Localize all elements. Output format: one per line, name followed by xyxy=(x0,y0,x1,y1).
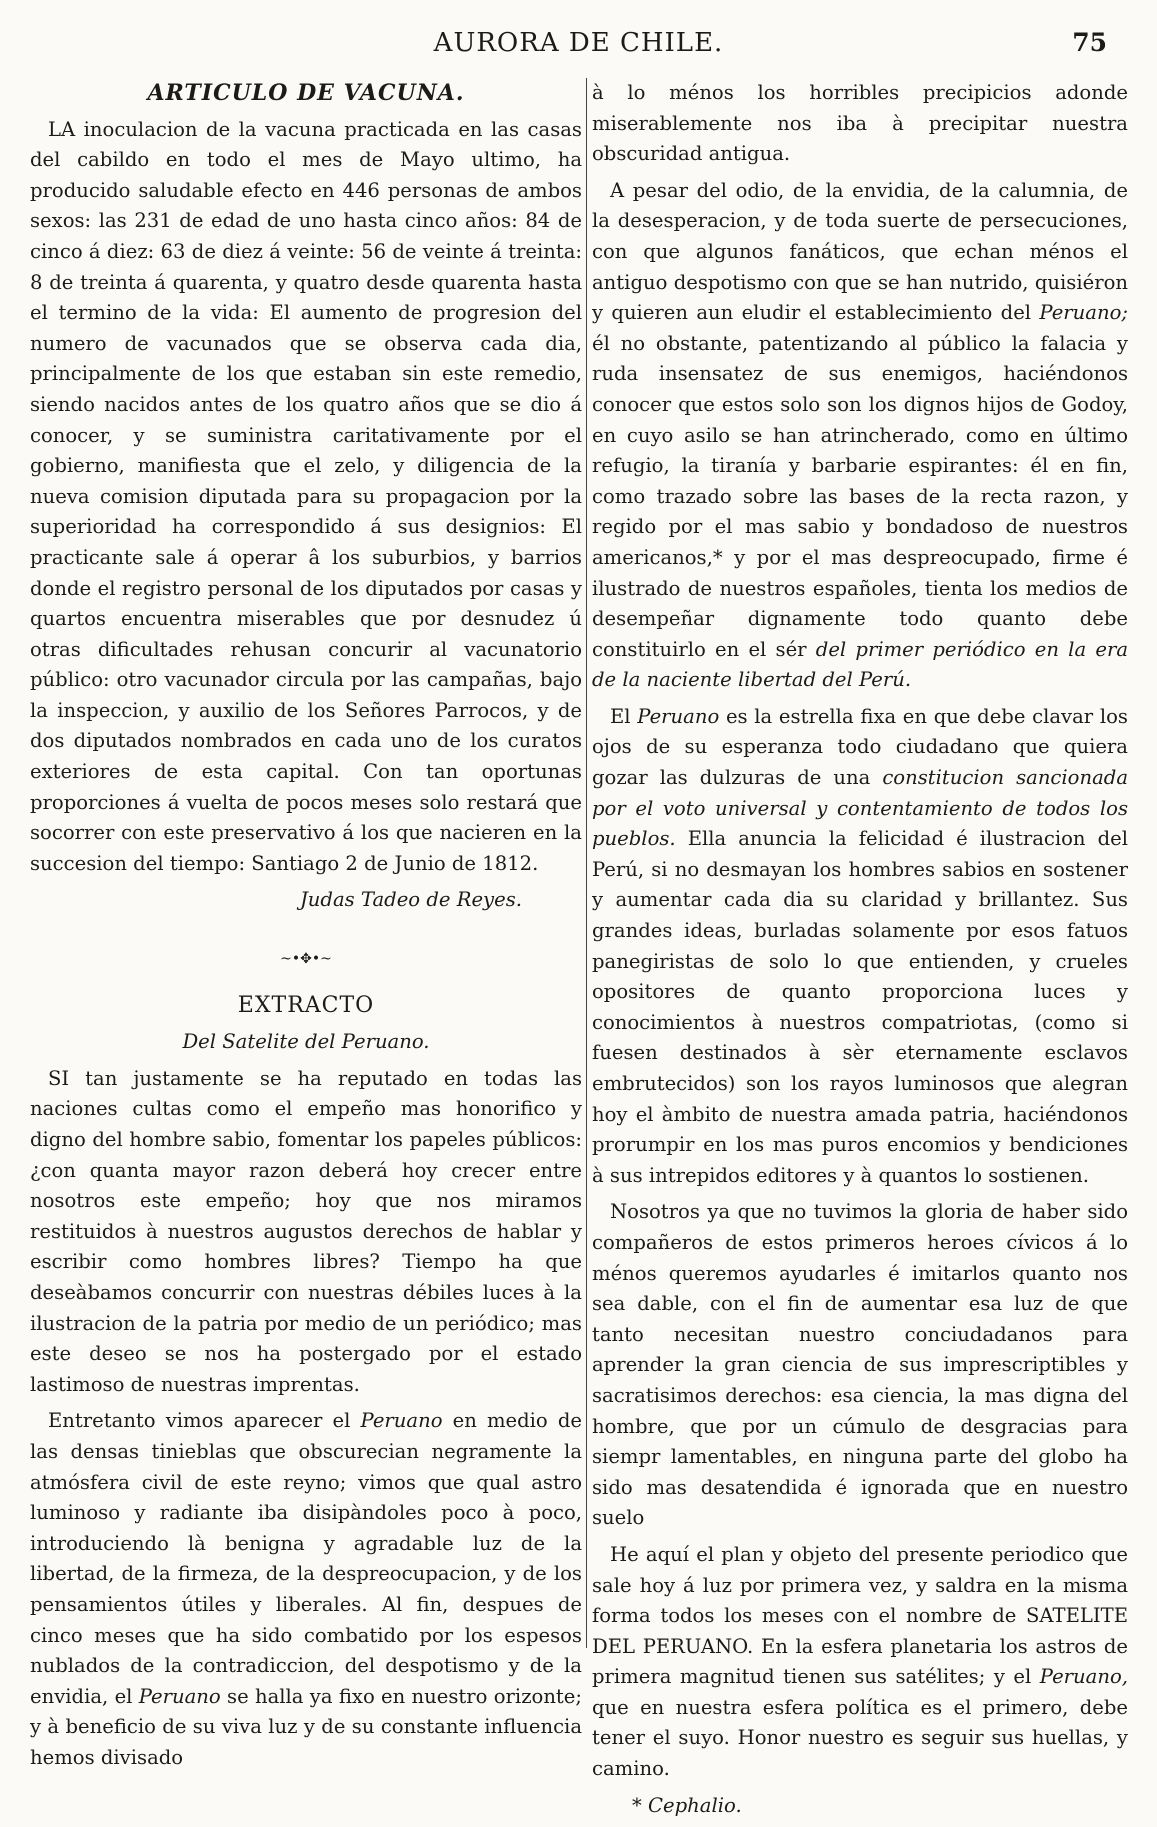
text-run: es la estrella fixa en que debe clavar los ojos de su esperanza todo ciudadano que quiera gozar las dulzuras de una xyxy=(592,704,1128,790)
extract-paragraph-1: SI tan justamente se ha reputado en todas las naciones cultas como el empeño mas honorifico y digno del hombre sabio, fomentar los papeles públicos: ¿con quanta mayor razon deberá hoy crecer entre nosotros este empeño; hoy que nos miramos restituidos à nuestros augustos derechos de hablar y escribir como hombres libres? Tiempo ha que deseàbamos concurrir con nuestras débiles luces à la ilustracion de la patria por medio de un periódico; mas este deseo se nos ha postergado por el estado lastimoso de nuestras imprentas. xyxy=(30,1066,582,1396)
right-paragraph-1 xyxy=(592,176,1128,696)
text-run: A pesar del odio, de la envidia, de la calumnia, de la desesperacion, y de toda suerte de persecuciones, con que algunos fanáticos, que echan ménos el antiguo despotismo con que se han nutrido, quisiéron y quieren aun eludir el establecimiento del xyxy=(592,178,1128,325)
article-signature: Judas Tadeo de Reyes. xyxy=(299,888,522,912)
section-ornament: ~•✥•~ xyxy=(280,951,332,968)
text-run: se halla ya fixo en nuestro orizonte; y à beneficio de su viva luz y de su constante influencia hemos divisado xyxy=(30,1684,583,1769)
footnote: * Cephalio. xyxy=(632,1793,742,1817)
article-title: ARTICULO DE VACUNA. xyxy=(147,80,465,106)
page-header xyxy=(0,22,1157,62)
continued-paragraph: à lo ménos los horribles precipicios adonde miserablemente nos iba à precipitar nuestra obscuridad antigua. xyxy=(592,81,1128,166)
right-column xyxy=(592,78,1128,1827)
italic-peruano: Peruano; xyxy=(1039,301,1128,325)
right-paragraph-3: Nosotros ya que no tuvimos la gloria de haber sido compañeros de estos primeros heroes cívicos á lo ménos queremos ayudarles é imitarlos quanto nos sea dable, con el fin de aumentar esa luz de que tanto necesitan nuestro conciudadanos para aprender la gran ciencia de sus imprescriptibles y sacratisimos derechos: esa ciencia, la mas digna del hombre, que por un cúmulo de desgracias para siempr lamentables, en ninguna parte del globo ha sido mas desatendida é ignorada que en nuestro suelo xyxy=(592,1200,1128,1530)
italic-peruano: Peruano xyxy=(138,1684,221,1708)
column-divider xyxy=(586,78,587,1648)
text-run: Entretanto vimos aparecer el xyxy=(48,1409,361,1433)
text-run: Ella anuncia la felicidad é ilustracion del Perú, si no desmayan los hombres sabios en sostener y aumentar cada dia su claridad y brillantez. Sus grandes ideas, burladas solamente por esos fatuos panegiristas de solo lo que entienden, y crueles opositores de quanto proporciona luces y conocimientos à nuestros compatriotas, (como si fuesen destinados à sèr eternamente esclavos embrutecidos) son los rayos luminosos que alegran hoy el àmbito de nuestra amada patria, haciéndonos prorumpir en los mas puros encomios y bendiciones à sus intrepidos editores y à quantos lo sostienen. xyxy=(592,827,1128,1187)
page-number: 75 xyxy=(1072,28,1107,57)
text-run: que en nuestra esfera política es el primero, debe tener el suyo. Honor nuestro es seguir sus huellas, y camino. xyxy=(592,1695,1128,1781)
extract-title: EXTRACTO xyxy=(237,992,375,1018)
text-run: He aquí el plan y objeto del presente periodico que sale hoy á luz por primera vez, y saldra en la misma forma todos los meses con el nombre de SATELITE DEL PERUANO. En la esfera planetaria los astros de primera magnitud tienen sus satélites; y el xyxy=(592,1542,1128,1689)
text-run: él no obstante, patentizando al público la falacia y ruda insensatez de sus enemigos, haciéndonos conocer que estos solo son los dignos hijos de Godoy, en cuyo asilo se han atrincherado, como en último refugio, la tiranía y barbarie espirantes: él en fin, como trazado sobre las bases de la recta razon, y regido por el mas sabio y bondadoso de nuestros americanos,* y por el mas despreocupado, firme é ilustrado de nuestros españoles, tienta los medios de desempeñar dignamente todo quanto debe constituirlo en el sér xyxy=(592,331,1128,661)
italic-peruano: Peruano xyxy=(637,704,720,728)
extract-subtitle: Del Satelite del Peruano. xyxy=(182,1030,430,1054)
italic-phrase: del primer periódico en la era de la naciente libertad del Perú. xyxy=(592,637,1128,692)
extract-paragraph-2 xyxy=(30,1406,582,1773)
italic-peruano: Peruano xyxy=(360,1409,443,1433)
italic-peruano: Peruano, xyxy=(1039,1665,1128,1689)
right-paragraph-2 xyxy=(592,702,1128,1192)
italic-phrase: constitucion sancionada por el voto universal y contentamiento de todos los pueblos. xyxy=(592,766,1128,851)
text-run: en medio de las densas tinieblas que obscurecian negramente la atmósfera civil de este reyno; vimos que qual astro luminoso y radiante iba disipàndoles poco à poco, introduciendo là benigna y agradable luz de la libertad, de la firmeza, de la despreocupacion, y de los pensamientos útiles y liberales. Al fin, despues de cinco meses que ha sido combatido por los espesos nublados de la contradiccion, del despotismo y de la envidia, el xyxy=(30,1409,582,1708)
newspaper-title: AURORA DE CHILE. xyxy=(433,28,724,58)
article-body: LA inoculacion de la vacuna practicada en las casas del cabildo en todo el mes de Mayo ultimo, ha producido saludable efecto en 446 personas de ambos sexos: las 231 de edad de uno hasta cinco años: 84 de cinco á diez: 63 de diez á veinte: 56 de veinte á treinta: 8 de treinta á quarenta, y quatro desde quarenta hasta el termino de la vida: El aumento de progresion del numero de vacunados que se observa cada dia, principalmente de los que estaban sin este remedio, siendo nacidos antes de los quatro años que se dio á conocer, y se suministra caritativamente por el gobierno, manifiesta que el zelo, y diligencia de la nueva comision diputada para su propagacion por la superioridad ha correspondido á sus designios: El practicante sale á operar â los suburbios, y barrios donde el registro personal de los diputados por casas y quartos encuentra miserables que por desnudez ú otras dificultades rehusan concurir al vacunatorio público: otro vacunador circula por las campañas, bajo la inspeccion, y auxilio de los Señores Parrocos, y de dos diputados nombrados en cada uno de los curatos exteriores de esta capital. Con tan oportunas proporciones á vuelta de pocos meses solo restará que socorrer con este preservativo á los que nacieren en la succesion del tiempo: Santiago 2 de Junio de 1812. xyxy=(30,117,582,875)
text-run: El xyxy=(610,704,638,728)
right-paragraph-4 xyxy=(592,1540,1128,1785)
left-column xyxy=(30,78,582,1779)
